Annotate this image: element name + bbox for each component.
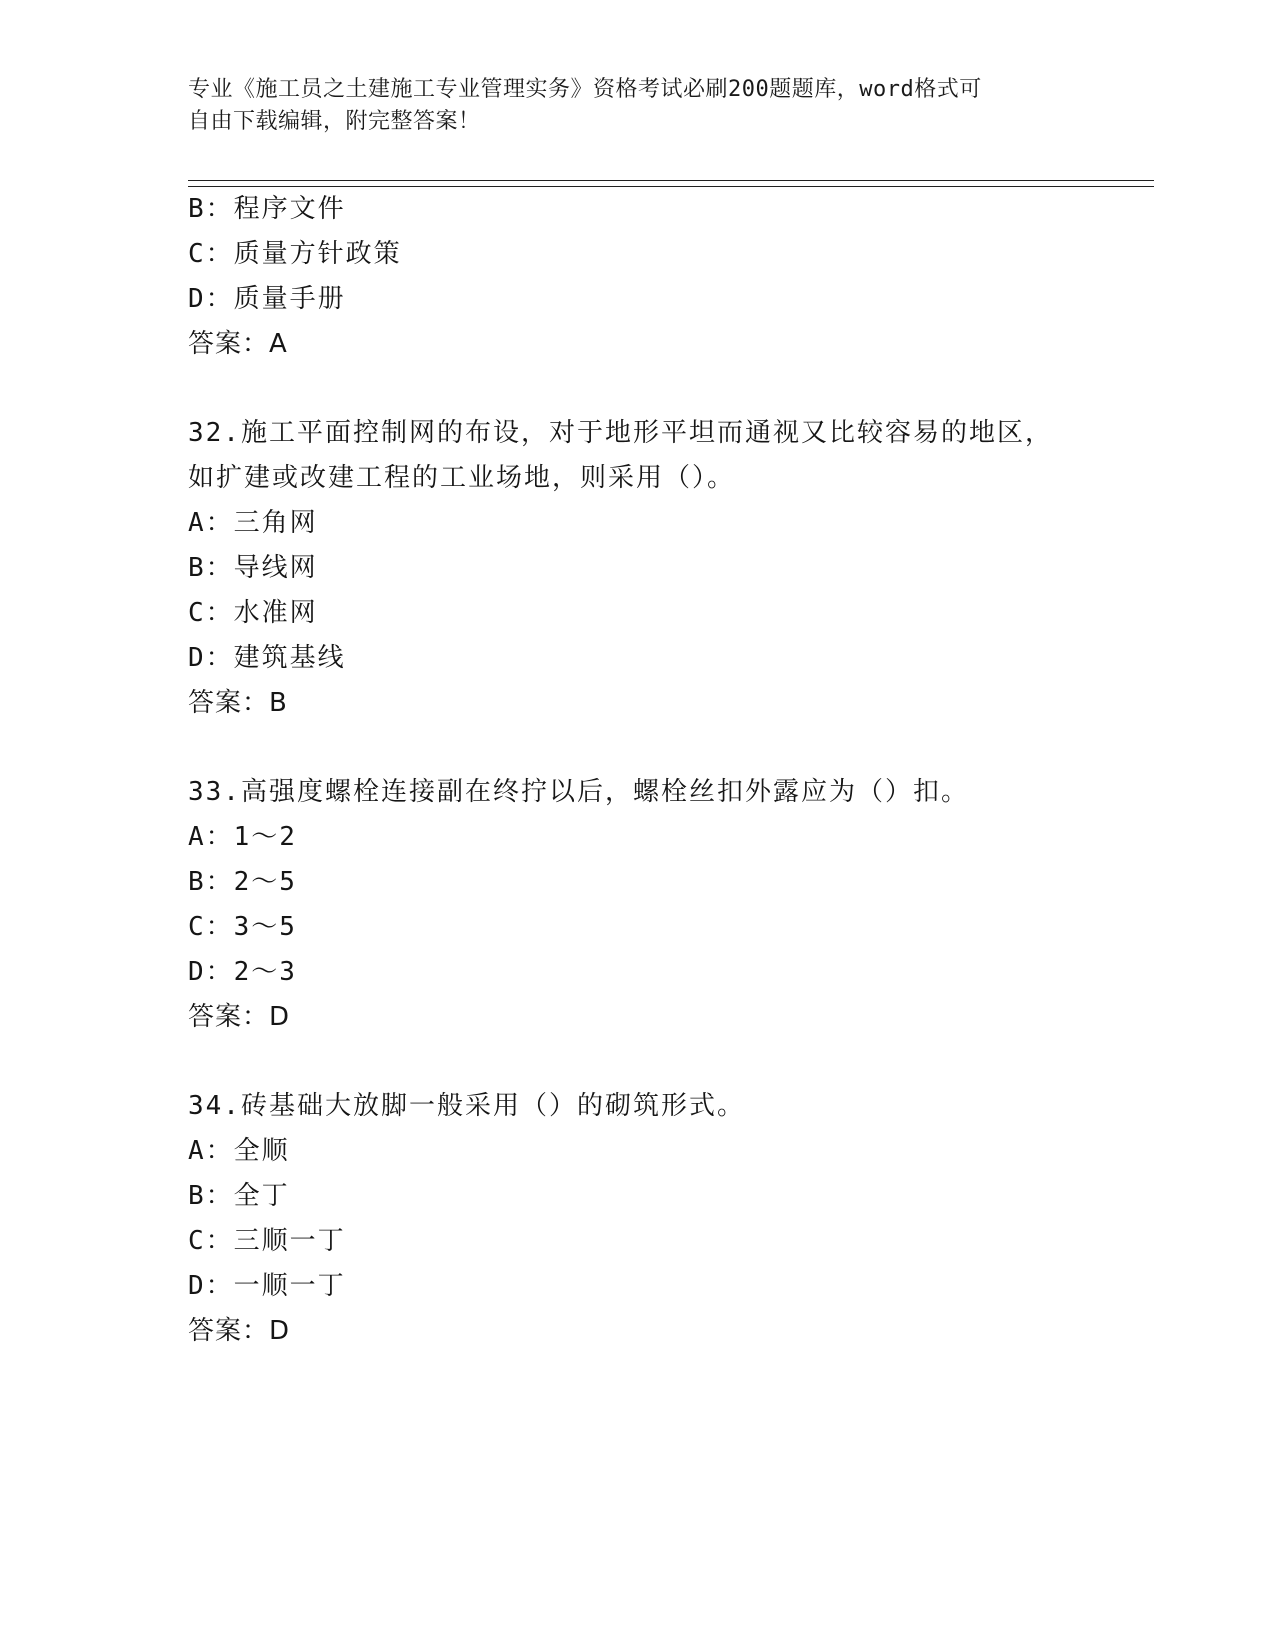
option-b: B：导线网 [188, 553, 318, 583]
option-d: D：一顺一丁 [188, 1271, 346, 1301]
option-d: D：建筑基线 [188, 643, 346, 673]
option-a: A：三角网 [188, 508, 318, 538]
option-b: B：程序文件 [188, 194, 346, 224]
answer-line: 答案：D [188, 1316, 291, 1346]
option-d: D：质量手册 [188, 284, 346, 314]
header-line-2: 自由下载编辑，附完整答案！ [188, 109, 481, 134]
question-stem: 33.高强度螺栓连接副在终拧以后，螺栓丝扣外露应为（）扣。 [188, 777, 969, 807]
answer-line: 答案：A [188, 329, 288, 359]
option-c: C：水准网 [188, 598, 318, 628]
option-b: B：全丁 [188, 1181, 290, 1211]
question-stem: 34.砖基础大放脚一般采用（）的砌筑形式。 [188, 1091, 745, 1121]
option-a: A：1～2 [188, 822, 297, 852]
question-stem: 如扩建或改建工程的工业场地，则采用（）。 [188, 463, 736, 493]
option-b: B：2～5 [188, 867, 297, 897]
header-line-1: 专业《施工员之土建施工专业管理实务》资格考试必刷200题题库，word格式可 [188, 77, 982, 102]
option-c: C：3～5 [188, 912, 297, 942]
option-c: C：三顺一丁 [188, 1226, 346, 1256]
answer-line: 答案：B [188, 688, 288, 718]
option-c: C：质量方针政策 [188, 239, 402, 269]
option-a: A：全顺 [188, 1136, 290, 1166]
document-header [188, 74, 1088, 138]
question-stem: 32.施工平面控制网的布设，对于地形平坦而通视又比较容易的地区， [188, 418, 1053, 448]
answer-line: 答案：D [188, 1002, 291, 1032]
option-d: D：2～3 [188, 957, 297, 987]
